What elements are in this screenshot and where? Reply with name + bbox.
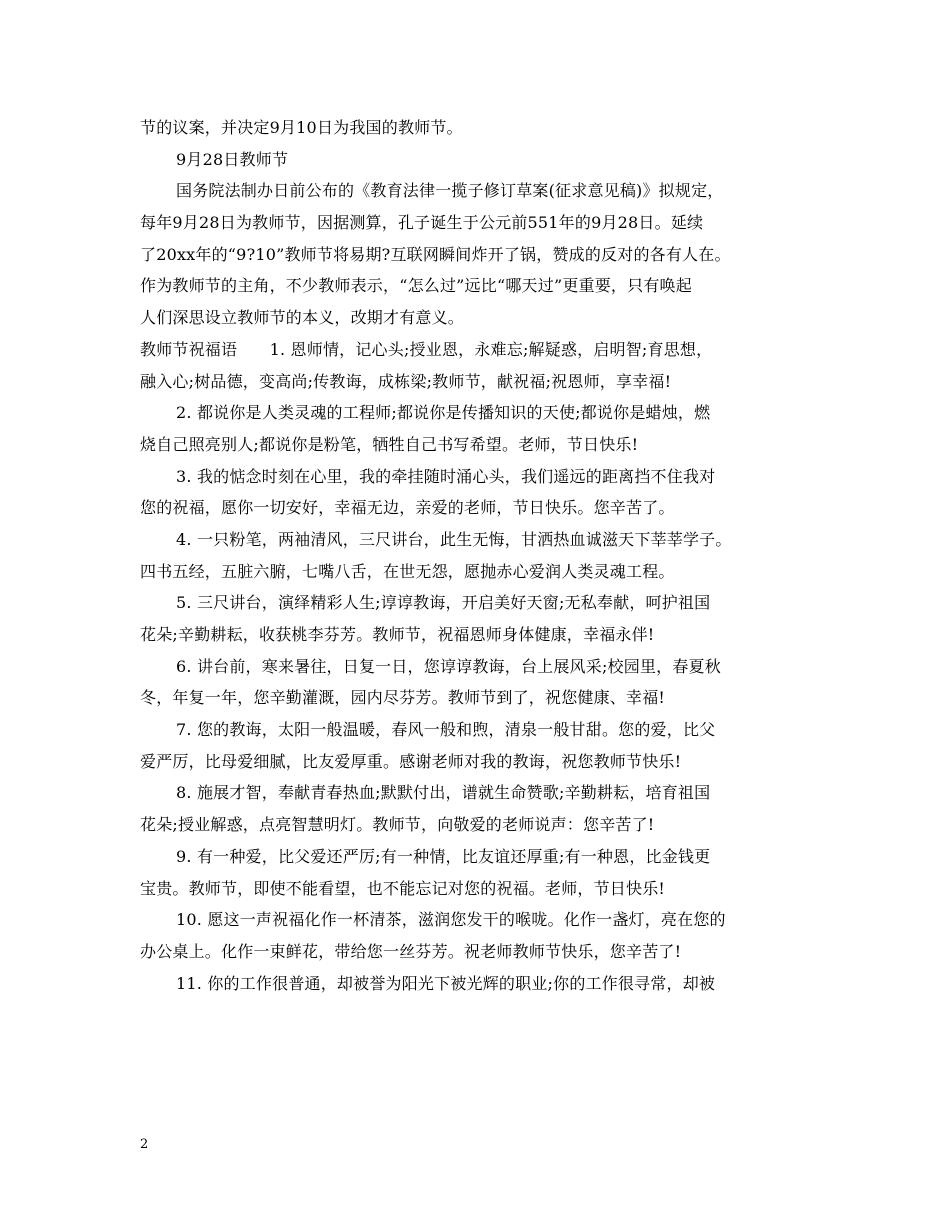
text-line: 花朵;辛勤耕耘，收获桃李芬芳。教师节，祝福恩师身体健康，幸福永伴!: [140, 625, 655, 644]
text-line: 10. 愿这一声祝福化作一杯清茶，滋润您发干的喉咙。化作一盏灯，亮在您的: [176, 910, 726, 930]
text-line: 节的议案，并决定9月10日为我国的教师节。: [140, 118, 463, 137]
text-line: 4. 一只粉笔，两袖清风，三尺讲台，此生无悔，甘洒热血诚滋天下莘莘学子。: [176, 529, 732, 549]
text-line: 11. 你的工作很普通，却被誉为阳光下被光辉的职业;你的工作很寻常，却被: [176, 973, 716, 993]
text-line: 花朵;授业解惑，点亮智慧明灯。教师节，向敬爱的老师说声：您辛苦了!: [140, 815, 655, 835]
text-line: 国务院法制办日前公布的《教育法律一揽子修订草案(征求意见稿)》拟规定，: [176, 181, 724, 201]
text-line: 宝贵。教师节，即使不能看望，也不能忘记对您的祝福。老师，节日快乐!: [140, 878, 666, 898]
text-line: 办公桌上。化作一束鲜花，带给您一丝芬芳。祝老师教师节快乐，您辛苦了!: [140, 941, 682, 961]
text-line: 您的祝福，愿你一切安好，幸福无边，亲爱的老师，节日快乐。您辛苦了。: [140, 498, 675, 518]
text-line: 了20xx年的“9?10”教师节将易期?互联网瞬间炸开了锅，赞成的反对的各有人在。: [140, 244, 731, 264]
text-line: 8. 施展才智，奉献青春热血;默默付出，谱就生命赞歌;辛勤耕耘，培育祖国: [176, 783, 711, 803]
text-line: 5. 三尺讲台，演绎精彩人生;谆谆教诲，开启美好天窗;无私奉献，呵护祖国: [176, 593, 711, 613]
text-line: 3. 我的惦念时刻在心里，我的牵挂随时涌心头，我们遥远的距离挡不住我对: [176, 466, 716, 486]
text-line: 融入心;树品德，变高尚;传教诲，成栋梁;教师节，献祝福;祝恩师，享幸福!: [140, 371, 672, 391]
text-line: 四书五经，五脏六腑，七嘴八舌，在世无怨，愿抛赤心爱润人类灵魂工程。: [140, 561, 675, 581]
page-number: 2: [140, 1137, 149, 1152]
text-line: 6. 讲台前，寒来暑往，日复一日，您谆谆教诲，台上展风采;校园里，春夏秋: [176, 656, 721, 676]
document-body: [140, 112, 815, 999]
text-line: 人们深思设立教师节的本义，改期才有意义。: [140, 308, 465, 328]
text-line: 爱严厉，比母爱细腻，比友爱厚重。感谢老师对我的教诲，祝您教师节快乐!: [140, 751, 682, 771]
text-line: 冬，年复一年，您辛勤灌溉，园内尽芬芳。教师节到了，祝您健康、幸福!: [140, 688, 666, 708]
text-line: 每年9月28日为教师节，因据测算，孔子诞生于公元前551年的9月28日。延续: [140, 213, 704, 233]
text-line: 9. 有一种爱，比父爱还严厉;有一种情，比友谊还厚重;有一种恩，比金钱更: [176, 846, 711, 866]
text-line: 烧自己照亮别人;都说你是粉笔，牺牲自己书写希望。老师，节日快乐!: [140, 434, 639, 454]
text-line: 作为教师节的主角，不少教师表示，“怎么过”远比“哪天过”更重要，只有唤起: [140, 276, 692, 296]
text-line: 2. 都说你是人类灵魂的工程师;都说你是传播知识的天使;都说你是蜡烛，燃: [176, 403, 711, 423]
text-line: 7. 您的教诲，太阳一般温暖，春风一般和煦，清泉一般甘甜。您的爱，比父: [176, 720, 716, 740]
text-line: 9月28日教师节: [176, 149, 289, 169]
text-line: 教师节祝福语 1. 恩师情，记心头;授业恩，永难忘;解疑惑，启明智;育思想，: [140, 339, 713, 359]
